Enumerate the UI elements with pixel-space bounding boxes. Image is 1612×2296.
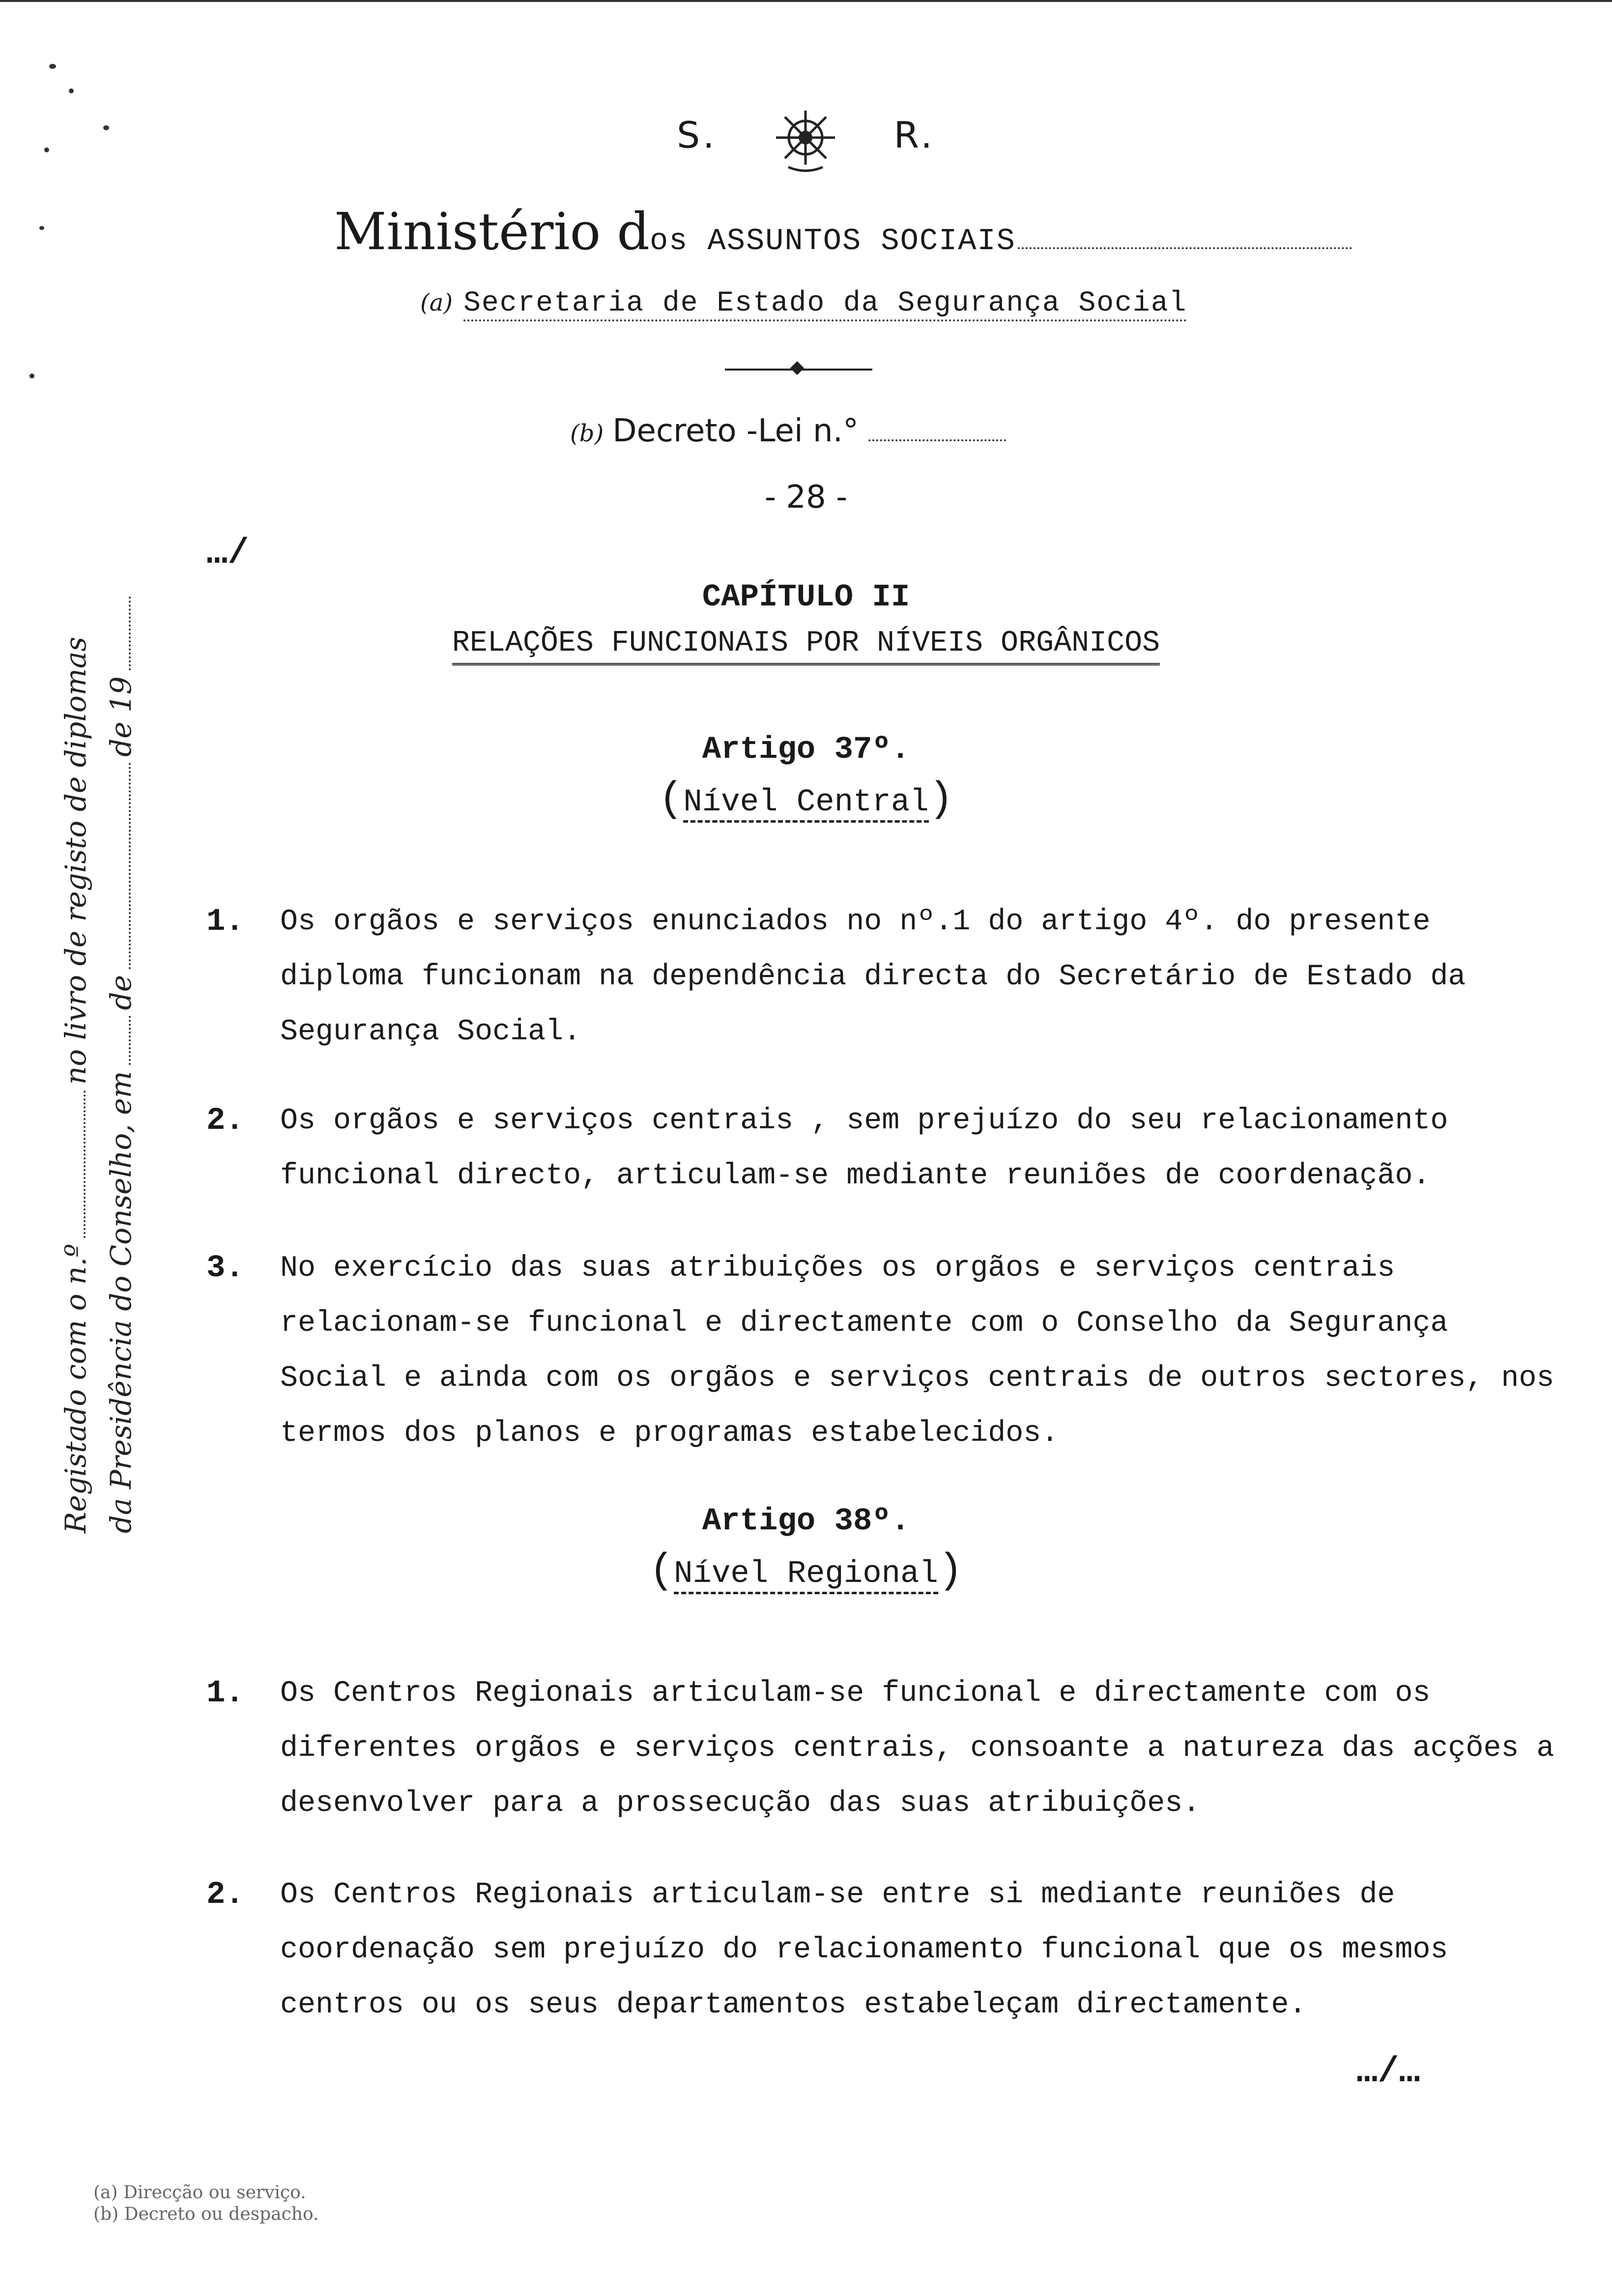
ministry-prefix: Ministério d: [334, 201, 650, 261]
article-title: Artigo 38º.: [702, 1504, 910, 1539]
article-subtitle: (Nível Regional): [649, 1548, 963, 1595]
registration-text: Registado com o n.º: [59, 1243, 92, 1533]
chapter-subtitle-text: RELAÇÕES FUNCIONAIS POR NÍVEIS ORGÂNICOS: [452, 627, 1160, 665]
top-border-line: [0, 0, 1612, 2]
state-monogram: [0, 101, 1612, 174]
footnotes: [93, 2182, 318, 2225]
monogram-left: S.: [677, 114, 718, 157]
article-subtitle-text: Nível Central: [683, 785, 928, 823]
registration-line-1: [59, 624, 102, 1533]
registration-margin: [59, 624, 182, 1533]
item-number: 2.: [206, 1103, 244, 1139]
article-item: [206, 1666, 1563, 1831]
footnote-a: (a) Direcção ou serviço.: [93, 2182, 306, 2203]
registration-text: de 19: [104, 676, 138, 757]
footnote-b: (b) Decreto ou despacho.: [93, 2204, 319, 2224]
article-subtitle: (Nível Central): [658, 776, 954, 823]
secretaria-value: Secretaria de Estado da Segurança Social: [463, 287, 1187, 321]
secretaria-label: (a): [420, 289, 453, 316]
dotted-fill: [868, 439, 1006, 441]
secretaria-line: [420, 287, 1187, 319]
chapter-subtitle: [0, 627, 1612, 660]
article-title: Artigo 37º.: [702, 732, 910, 768]
monogram-right: R.: [893, 114, 935, 157]
decreto-label: (b): [570, 420, 604, 447]
chapter-title: CAPÍTULO II: [702, 580, 910, 615]
item-text: No exercício das suas atribuições os orgãos e serviços centrais relacionam-se funcional e directamente com o Conselho da Segurança Social e ainda com os orgãos e serviços centrais de outros sectores, nos termos dos planos e programas estabelecidos.: [280, 1252, 1554, 1450]
continuation-mark-top: …/: [206, 533, 249, 574]
continuation-mark-bottom: …/…: [1356, 2052, 1420, 2092]
decreto-line: [570, 413, 1006, 449]
scan-speck: [69, 88, 74, 93]
item-text: Os orgãos e serviços centrais , sem prejuízo do seu relacionamento funcional directo, articulam-se mediante reuniões de coordenação.: [280, 1104, 1448, 1193]
registration-text: no livro de registo de diplomas: [59, 636, 92, 1085]
coat-of-arms-icon: [756, 101, 855, 174]
article-item: [206, 894, 1563, 1060]
article-item: [206, 1241, 1563, 1461]
blank-field: [129, 597, 131, 670]
divider-diamond-icon: [790, 361, 804, 375]
page-number: - 28 -: [764, 479, 848, 516]
scan-speck: [49, 64, 56, 69]
registration-text: de: [104, 975, 138, 1010]
item-text: Os Centros Regionais articulam-se funcional e directamente com os diferentes orgãos e serviços centrais, consoante a natureza das acções a desenvolver para a prossecução das suas atribuições.: [280, 1677, 1554, 1820]
item-number: 3.: [206, 1251, 244, 1286]
scan-speck: [39, 226, 44, 230]
article-item: [206, 1093, 1563, 1204]
item-text: Os Centros Regionais articulam-se entre si mediante reuniões de coordenação sem prejuízo do relacionamento funcional que os mesmos centros ou os seus departamentos estabeleçam directamente.: [280, 1878, 1448, 2022]
registration-line-2: [104, 624, 147, 1533]
blank-field: [129, 1016, 131, 1065]
blank-field: [129, 763, 131, 969]
blank-field: [84, 1091, 86, 1238]
item-number: 2.: [206, 1877, 244, 1913]
item-number: 1.: [206, 904, 244, 940]
registration-text: da Presidência do Conselho, em: [104, 1071, 138, 1533]
article-item: [206, 1867, 1563, 2033]
ministry-line: [334, 201, 1352, 261]
ministry-department: os ASSUNTOS SOCIAIS: [649, 224, 1016, 258]
decreto-value: Decreto -Lei n.°: [612, 413, 859, 449]
item-text: Os orgãos e serviços enunciados no nº.1 do artigo 4º. do presente diploma funcionam na dependência directa do Secretário de Estado da Segurança Social.: [280, 905, 1466, 1049]
article-subtitle-text: Nível Regional: [674, 1556, 938, 1594]
scan-speck: [29, 373, 34, 378]
item-number: 1.: [206, 1676, 244, 1711]
dotted-fill: [1018, 247, 1352, 249]
